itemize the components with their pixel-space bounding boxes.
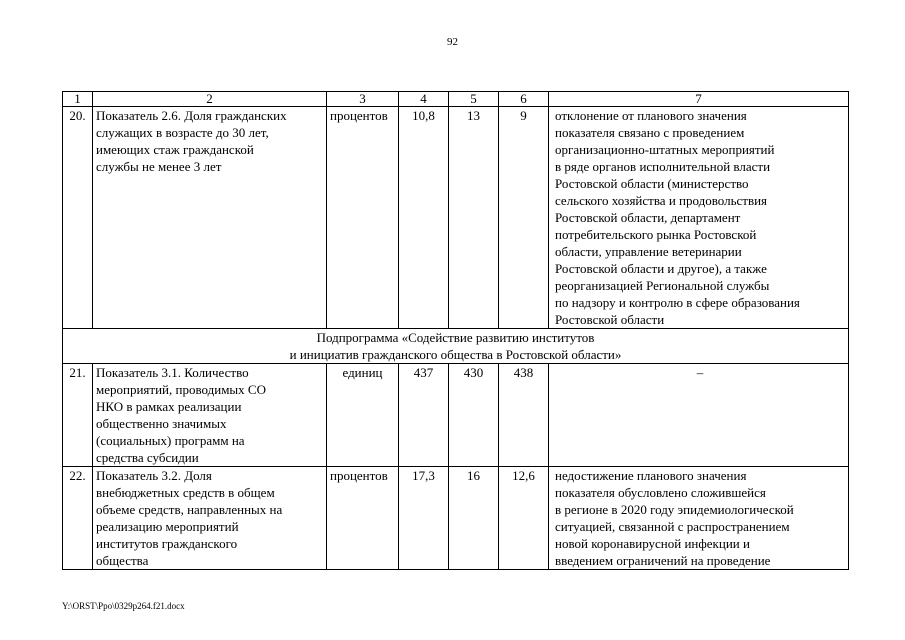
unit-cell: процентов (327, 467, 399, 570)
text-line: имеющих стаж гражданской (96, 142, 254, 157)
value-cell: 437 (399, 364, 449, 467)
value-cell: 13 (449, 107, 499, 329)
value-cell: 9 (499, 107, 549, 329)
text-line: отклонение от планового значения (555, 108, 747, 123)
column-number: 3 (327, 92, 399, 107)
text-line: Ростовской области (министерство (555, 176, 749, 191)
note-cell (549, 364, 849, 467)
text-line: введением ограничений на проведение (555, 553, 771, 568)
text-line: новой коронавирусной инфекции и (555, 536, 750, 551)
text-line: мероприятий, проводимых СО (96, 382, 266, 397)
text-line: службы не менее 3 лет (96, 159, 222, 174)
text-line: реорганизацией Региональной службы (555, 278, 770, 293)
column-number: 7 (549, 92, 849, 107)
text-line: (социальных) программ на (96, 433, 245, 448)
text-line: служащих в возрасте до 30 лет, (96, 125, 269, 140)
text-line: общественно значимых (96, 416, 227, 431)
value-cell: 438 (499, 364, 549, 467)
column-number: 4 (399, 92, 449, 107)
column-number: 5 (449, 92, 499, 107)
table-row (63, 467, 849, 570)
text-line: Ростовской области (555, 312, 665, 327)
text-line: объеме средств, направленных на (96, 502, 283, 517)
text-line: – (696, 365, 704, 380)
table-row (63, 364, 849, 467)
text-line: Показатель 2.6. Доля гражданских (96, 108, 287, 123)
column-number: 1 (63, 92, 93, 107)
text-line: в ряде органов исполнительной власти (555, 159, 771, 174)
value-cell: 10,8 (399, 107, 449, 329)
row-number: 22. (63, 467, 93, 570)
text-line: сельского хозяйства и продовольствия (555, 193, 768, 208)
text-line: потребительского рынка Ростовской (555, 227, 757, 242)
row-number: 21. (63, 364, 93, 467)
unit-cell: процентов (327, 107, 399, 329)
indicator-name (93, 467, 327, 570)
text-line: организационно-штатных мероприятий (555, 142, 775, 157)
value-cell: 430 (449, 364, 499, 467)
text-line: внебюджетных средств в общем (96, 485, 275, 500)
text-line: в регионе в 2020 году эпидемиологической (555, 502, 794, 517)
text-line: Ростовской области, департамент (555, 210, 741, 225)
column-number: 6 (499, 92, 549, 107)
value-cell: 17,3 (399, 467, 449, 570)
row-number: 20. (63, 107, 93, 329)
text-line: Подпрограмма «Содействие развитию институтов (316, 330, 595, 345)
note-cell (549, 107, 849, 329)
text-line: Ростовской области и другое), а также (555, 261, 767, 276)
unit-cell: единиц (327, 364, 399, 467)
file-path-footer: Y:\ORST\Ppo\0329p264.f21.docx (62, 601, 185, 611)
page-number: 92 (447, 36, 458, 48)
column-number: 2 (93, 92, 327, 107)
indicator-name (93, 364, 327, 467)
subprogram-title (63, 329, 849, 364)
text-line: ситуацией, связанной с распространением (555, 519, 790, 534)
text-line: недостижение планового значения (555, 468, 747, 483)
note-cell (549, 467, 849, 570)
value-cell: 12,6 (499, 467, 549, 570)
text-line: реализацию мероприятий (96, 519, 239, 534)
text-line: области, управление ветеринарии (555, 244, 742, 259)
text-line: НКО в рамках реализации (96, 399, 242, 414)
text-line: Показатель 3.1. Количество (96, 365, 249, 380)
subprogram-row (63, 329, 849, 364)
indicator-name (93, 107, 327, 329)
text-line: Показатель 3.2. Доля (96, 468, 212, 483)
text-line: общества (96, 553, 149, 568)
column-number-row (63, 92, 849, 107)
text-line: показателя обусловлено сложившейся (555, 485, 766, 500)
indicator-table (62, 91, 849, 570)
value-cell: 16 (449, 467, 499, 570)
text-line: институтов гражданского (96, 536, 238, 551)
table-row (63, 107, 849, 329)
text-line: показателя связано с проведением (555, 125, 745, 140)
text-line: по надзору и контролю в сфере образования (555, 295, 800, 310)
text-line: средства субсидии (96, 450, 199, 465)
text-line: и инициатив гражданского общества в Ростовской области» (289, 347, 622, 362)
